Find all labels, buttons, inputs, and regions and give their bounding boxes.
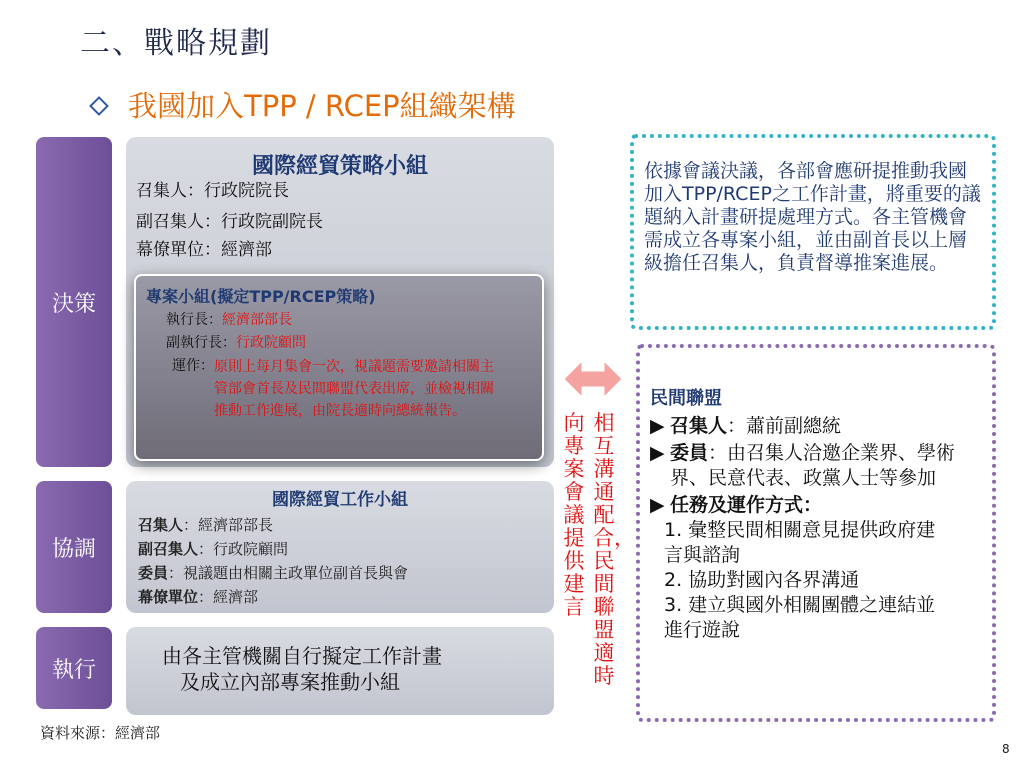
task-force-exec-row: [166, 310, 292, 330]
meeting-resolution-box: [630, 134, 996, 330]
work-group-panel: [126, 481, 554, 613]
strategy-group-panel: [126, 137, 554, 467]
work-group-row: [138, 537, 408, 561]
civic-member-value: ：由召集人洽邀企業界、學術界、民意代表、政黨人士等參加: [670, 442, 956, 489]
tab-coordination-label: 協調: [51, 536, 96, 562]
wg-label: 委員: [138, 564, 169, 582]
vertical-text-col1: 相互溝通配合，民間聯盟適時: [593, 411, 635, 688]
vice-value: 行政院顧問: [236, 335, 306, 351]
task-force-box: [134, 274, 544, 461]
execution-line-2: 及成立內部專案推動小組: [180, 670, 400, 694]
tab-execution-label: 執行: [51, 657, 96, 683]
diamond-bullet-icon: [89, 96, 109, 116]
tab-execution: [36, 627, 112, 709]
triangle-bullet-icon: ▶: [650, 494, 665, 516]
vice-label: 副執行長：: [166, 335, 236, 351]
slide-title: 二、戰略規劃: [80, 26, 272, 61]
wg-label: 幕僚單位: [138, 588, 199, 606]
civic-alliance-box: [636, 344, 996, 722]
triangle-bullet-icon: ▶: [650, 442, 665, 464]
source-note: 資料來源：經濟部: [40, 724, 161, 742]
wg-value: ：行政院顧問: [198, 540, 289, 558]
civic-member-row: [650, 441, 980, 491]
strategy-convener: 召集人：行政院院長: [136, 181, 289, 201]
civic-convener-label: 召集人: [670, 415, 728, 437]
tab-decision: [36, 137, 112, 467]
wg-value: ：經濟部部長: [183, 516, 274, 534]
work-group-row: [138, 585, 408, 609]
civic-task-item: 3. 建立與國外相關團體之連結並進行遊說: [664, 594, 936, 641]
task-force-vice-row: [166, 333, 306, 353]
execution-panel: [126, 627, 554, 715]
strategy-vice-convener: 副召集人：行政院副院長: [136, 212, 323, 232]
exec-value: 經濟部部長: [222, 312, 292, 328]
wg-label: 召集人: [138, 516, 184, 534]
wg-value: ：經濟部: [198, 588, 259, 606]
work-group-title: 國際經貿工作小組: [272, 490, 408, 510]
wg-label: 副召集人: [138, 540, 199, 558]
civic-member-label: 委員: [670, 442, 709, 464]
subtitle: 我國加入TPP / RCEP組織架構: [128, 89, 516, 123]
meeting-resolution-text: 依據會議決議，各部會應研提推動我國加入TPP/RCEP之工作計畫，將重要的議題納入計畫研提處理方式。各主管機會需成立各專案小組，並由副首長以上層級擔任召集人，負責督導推案進展。: [644, 160, 981, 274]
tab-decision-label: 決策: [51, 291, 96, 317]
civic-task-row: [650, 493, 980, 518]
civic-task-label: 任務及運作方式：: [670, 494, 823, 516]
subtitle-row: [92, 84, 516, 125]
civic-convener-row: [650, 414, 980, 439]
civic-task-item: 1. 彙整民間相關意見提供政府建言與諮詢: [664, 519, 936, 566]
task-force-op-row: [172, 356, 512, 422]
work-group-row: [138, 513, 408, 537]
tab-coordination: [36, 481, 112, 613]
exec-label: 執行長：: [166, 312, 222, 328]
strategy-group-title: 國際經貿策略小組: [251, 154, 428, 179]
task-force-title: 專案小組(擬定TPP/RCEP策略): [146, 287, 376, 306]
civic-task-item: 2. 協助對國內各界溝通: [664, 569, 860, 591]
strategy-staff-unit: 幕僚單位：經濟部: [136, 240, 272, 260]
op-label: 運作：: [172, 358, 214, 374]
civic-title: 民間聯盟: [650, 388, 722, 409]
work-group-row: [138, 561, 408, 585]
vertical-text-col2: 向專案會議提供建言: [563, 411, 585, 619]
op-value: 原則上每月集會一次，視議題需要邀請相關主管部會首長及民間聯盟代表出席，並檢視相關推動工作進展，由院長適時向總統報告。: [214, 359, 494, 419]
triangle-bullet-icon: ▶: [650, 415, 665, 437]
execution-line-1: 由各主管機關自行擬定工作計畫: [162, 644, 442, 668]
wg-value: ：視議題由相關主政單位副首長與會: [168, 564, 409, 582]
page-number: 8: [1002, 742, 1010, 756]
civic-convener-value: ：蕭前副總統: [727, 415, 842, 437]
double-arrow-icon: [562, 358, 624, 400]
